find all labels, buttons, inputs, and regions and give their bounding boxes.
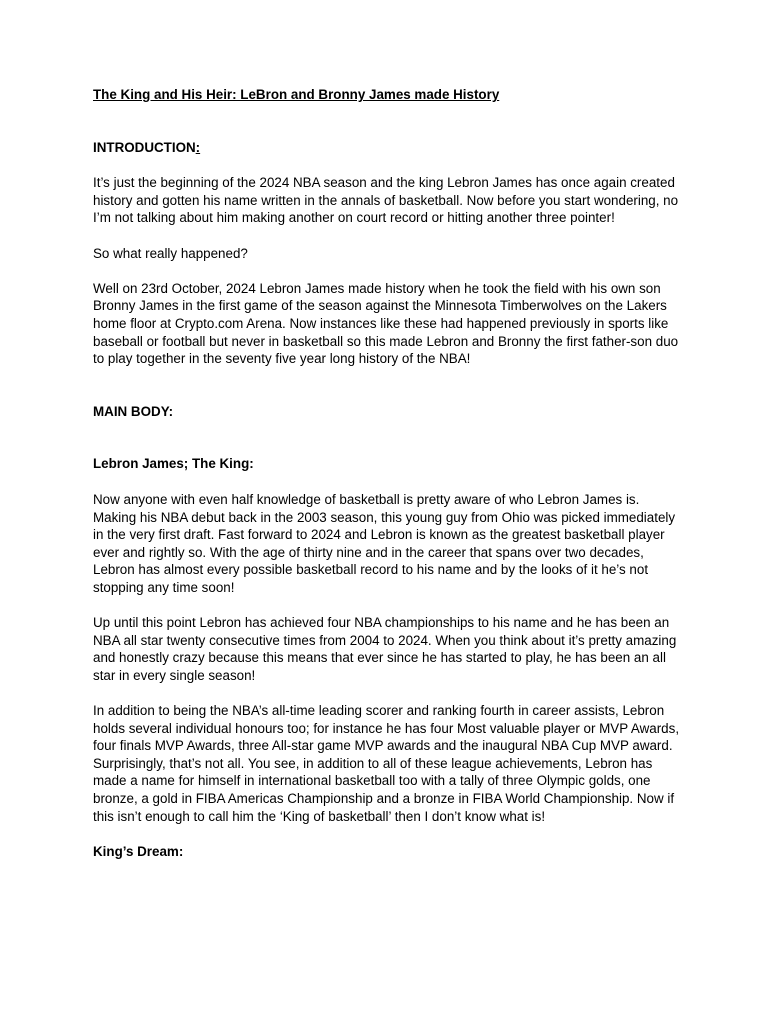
intro-heading-text: INTRODUCTION — [93, 139, 196, 155]
intro-paragraph-2: So what really happened? — [93, 245, 248, 261]
document-page — [93, 86, 683, 878]
intro-heading — [93, 139, 683, 157]
section1-paragraph-3: In addition to being the NBA’s all-time leading scorer and ranking fourth in career assists, Lebron holds several individual honours too; for instance he has four Most valuable player or MVP Awards, four finals MVP Awards, three All-star game MVP awards and the inaugural NBA Cup MVP award. Surprisingly, that’s not all. You see, in addition to all of these league achievements, Lebron has made a name for himself in international basketball too with a tally of three Olympic golds, one bronze, a gold in FIBA Americas Championship and a bronze in FIBA World Championship. Now if this isn’t enough to call him the ‘King of basketball’ then I don’t know what is! — [93, 703, 680, 824]
intro-paragraph-3: Well on 23rd October, 2024 Lebron James made history when he took the field with his own son Bronny James in the first game of the season against the Minnesota Timberwolves on the Lakers home floor at Crypto.com Arena. Now instances like these had happened previously in sports like baseball or football but never in basketball so this made Lebron and Bronny the first father-son duo to play together in the seventy five year long history of the NBA! — [93, 280, 679, 367]
section-heading-kings-dream: King’s Dream: — [93, 843, 184, 859]
intro-paragraph-1: It’s just the beginning of the 2024 NBA season and the king Lebron James has once again created history and gotten his name written in the annals of basketball. Now before you start wondering, no I’m not talking about him making another on court record or hitting another three pointer! — [93, 175, 679, 226]
section-heading-king: Lebron James; The King: — [93, 456, 254, 472]
section1-paragraph-1: Now anyone with even half knowledge of basketball is pretty aware of who Lebron James is. Making his NBA debut back in the 2003 season, this young guy from Ohio was picked immediately in the very first draft. Fast forward to 2024 and Lebron is known as the greatest basketball player ever and rightly so. With the age of thirty nine and in the career that spans over two decades, Lebron has almost every possible basketball record to his name and by the looks of it he’s not stopping any time soon! — [93, 491, 676, 595]
document-title: The King and His Heir: LeBron and Bronny James made History — [93, 87, 500, 102]
intro-heading-colon: : — [195, 139, 201, 155]
main-body-heading: MAIN BODY: — [93, 403, 174, 419]
section1-paragraph-2: Up until this point Lebron has achieved four NBA championships to his name and he has been an NBA all star twenty consecutive times from 2004 to 2024. When you think about it’s pretty amazing and honestly crazy because this means that ever since he has started to play, he has been an all star in every single season! — [93, 615, 677, 683]
